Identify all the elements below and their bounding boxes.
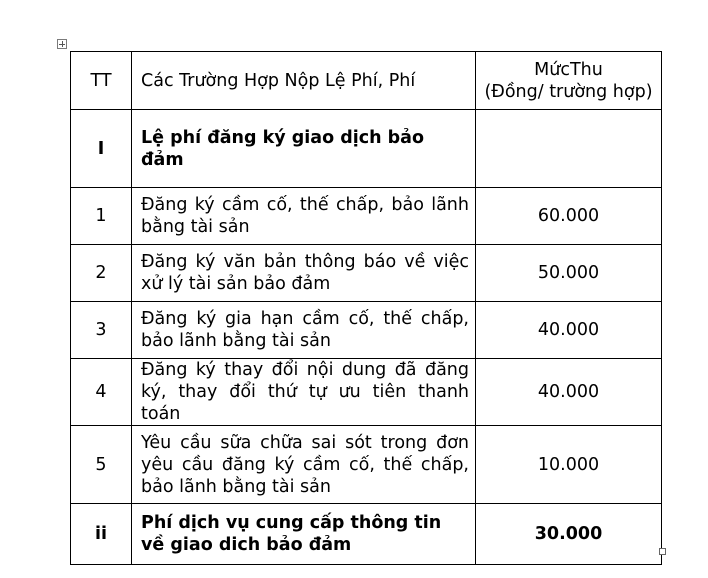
section-i-description: Lệ phí đăng ký giao dịch bảo đảm (132, 110, 476, 188)
table-move-handle-icon[interactable] (57, 39, 67, 49)
table-row (71, 426, 662, 504)
section-ii-tt: ii (71, 504, 132, 565)
row-fee: 50.000 (476, 245, 662, 302)
row-fee: 40.000 (476, 302, 662, 359)
row-description: Đăng ký gia hạn cầm cố, thế chấp, bảo lãnh bằng tài sản (132, 302, 476, 359)
section-i-row (71, 110, 662, 188)
row-fee: 40.000 (476, 359, 662, 426)
row-fee: 60.000 (476, 188, 662, 245)
fee-table (70, 51, 662, 565)
section-ii-fee: 30.000 (476, 504, 662, 565)
row-description: Đăng ký cầm cố, thế chấp, bảo lãnh bằng tài sản (132, 188, 476, 245)
header-fee-line2: (Đồng/ trường hợp) (484, 81, 653, 102)
header-fee (476, 52, 662, 110)
row-description: Đăng ký văn bản thông báo về việc xử lý tài sản bảo đảm (132, 245, 476, 302)
header-fee-line1: MứcThu (534, 59, 603, 80)
section-ii-row (71, 504, 662, 565)
table-row (71, 188, 662, 245)
row-tt: 4 (71, 359, 132, 426)
table-resize-handle-icon[interactable] (659, 548, 666, 555)
table-row (71, 359, 662, 426)
row-tt: 3 (71, 302, 132, 359)
row-tt: 2 (71, 245, 132, 302)
section-i-tt: I (71, 110, 132, 188)
row-fee: 10.000 (476, 426, 662, 504)
section-i-fee (476, 110, 662, 188)
table-header-row (71, 52, 662, 110)
row-description: Đăng ký thay đổi nội dung đã đăng ký, thay đổi thứ tự ưu tiên thanh toán (132, 359, 476, 426)
row-description: Yêu cầu sữa chữa sai sót trong đơn yêu cầu đăng ký cầm cố, thế chấp, bảo lãnh bằng tài sản (132, 426, 476, 504)
section-ii-description: Phí dịch vụ cung cấp thông tin về giao dich bảo đảm (132, 504, 476, 565)
table-row (71, 302, 662, 359)
table-row (71, 245, 662, 302)
header-description: Các Trường Hợp Nộp Lệ Phí, Phí (132, 52, 476, 110)
row-tt: 1 (71, 188, 132, 245)
header-tt: TT (71, 52, 132, 110)
row-tt: 5 (71, 426, 132, 504)
